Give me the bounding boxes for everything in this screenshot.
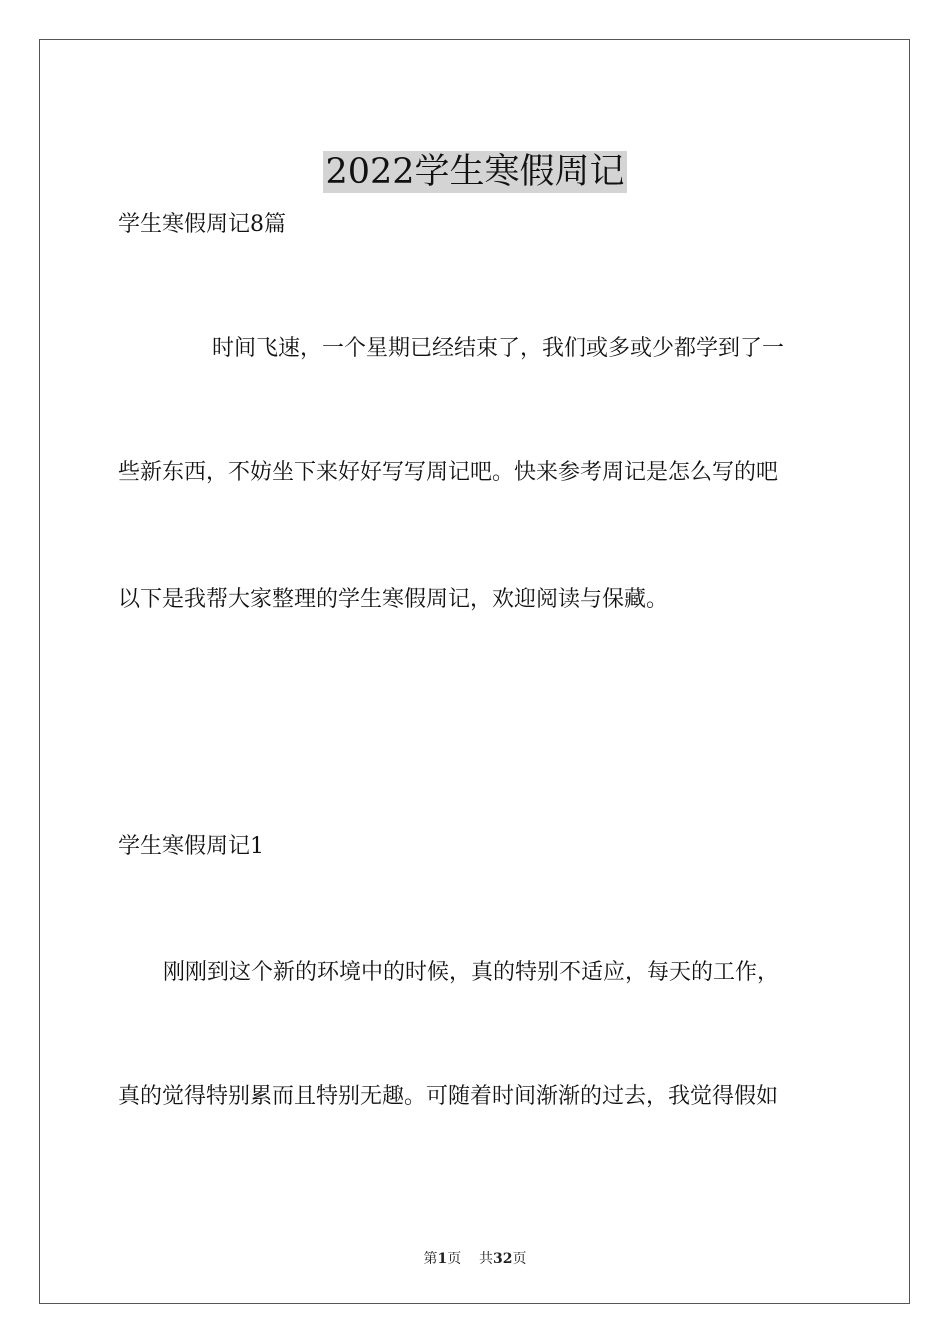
body-line-1: 刚刚到这个新的环境中的时候，真的特别不适应，每天的工作， <box>163 960 780 985</box>
page-prefix: 第 <box>423 1251 438 1267</box>
total-pages: 32 <box>493 1251 513 1267</box>
title-container <box>0 128 950 217</box>
total-suffix: 页 <box>512 1251 527 1267</box>
total-prefix: 共 <box>479 1251 494 1267</box>
document-subtitle: 学生寒假周记8篇 <box>118 212 286 237</box>
page-footer <box>0 1250 950 1268</box>
intro-line-1: 时间飞速，一个星期已经结束了，我们或多或少都学到了一 <box>212 336 785 361</box>
intro-line-2: 些新东西，不妨坐下来好好写写周记吧。快来参考周记是怎么写的吧 <box>118 460 779 485</box>
document-title: 2022学生寒假周记 <box>325 152 625 193</box>
page-suffix: 页 <box>447 1251 462 1267</box>
page-number: 1 <box>437 1251 448 1267</box>
section-heading: 学生寒假周记1 <box>118 834 264 859</box>
body-line-2: 真的觉得特别累而且特别无趣。可随着时间渐渐的过去，我觉得假如 <box>118 1084 779 1109</box>
intro-line-3: 以下是我帮大家整理的学生寒假周记，欢迎阅读与保藏。 <box>118 587 669 612</box>
